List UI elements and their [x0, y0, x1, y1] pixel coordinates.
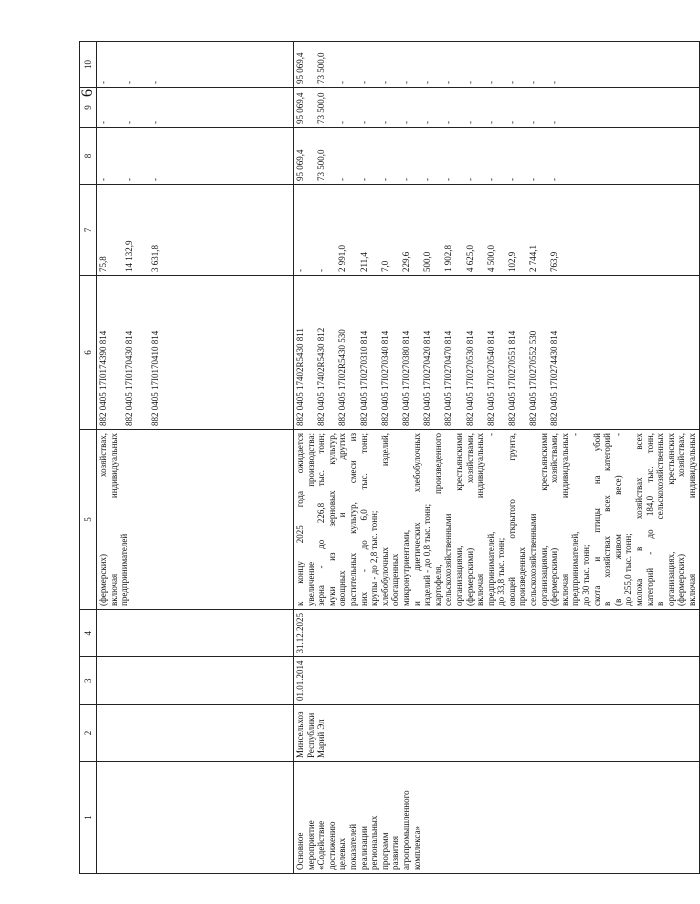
text-line: программ	[379, 832, 390, 870]
budget-code: 882 0405 17I0170430 814	[124, 330, 134, 426]
column-number: 1	[80, 762, 97, 874]
budget-code: 882 0405 17I0270470 814	[443, 330, 454, 426]
text-line: овощных и других	[337, 433, 348, 606]
value: -	[528, 178, 539, 181]
value: -	[443, 178, 454, 181]
column-number: 9	[80, 88, 97, 128]
value: -	[528, 81, 539, 84]
text-line: (фермерскими) хозяйствами,	[464, 433, 475, 606]
cell-col8	[97, 128, 294, 185]
value: -	[549, 121, 560, 124]
value: -	[464, 81, 475, 84]
cell-col8	[294, 128, 700, 185]
column-number: 6	[80, 276, 97, 430]
value: -	[485, 121, 496, 124]
text-line: Минсельхоз	[295, 711, 305, 758]
text-line: сельскохозяйственными	[528, 513, 539, 606]
budget-code: 882 0405 17402R5430 812	[316, 327, 327, 426]
value: -	[358, 178, 369, 181]
value: -	[443, 121, 454, 124]
value: 102,9	[506, 251, 517, 272]
cell-event	[97, 762, 294, 874]
value: 1 902,8	[443, 245, 454, 272]
value: -	[124, 178, 134, 181]
budget-code: 882 0405 17I0270551 814	[506, 330, 517, 426]
value: 95 069,4	[295, 92, 305, 124]
text-line: изделий - до 0,8 тыс. тонн;	[422, 503, 433, 606]
cell-start-date	[97, 657, 294, 705]
value: -	[422, 81, 433, 84]
budget-code-list	[98, 279, 176, 426]
value: 2 991,0	[337, 245, 348, 272]
cell-expected-result	[97, 430, 294, 610]
column-number: 2	[80, 705, 97, 762]
text-line: зерна - до 226,8 тыс. тонн;	[316, 433, 327, 606]
text-line: включая индивидуальных	[475, 433, 486, 606]
cell-end-date: 31.12.2025	[294, 610, 700, 658]
text-line: развития	[390, 835, 401, 870]
text-line: хлебобулочных изделий,	[379, 433, 390, 606]
value: 7,0	[379, 260, 390, 272]
expected-result-text	[295, 433, 698, 606]
column-number: 3	[80, 657, 97, 705]
column-number-row	[80, 42, 97, 874]
value: -	[150, 121, 160, 124]
text-line: включая индивидуальных	[559, 433, 570, 606]
cell-budget-codes	[97, 276, 294, 430]
value: 211,4	[358, 252, 369, 272]
value: 4 625,0	[464, 245, 475, 272]
budget-code: 882 0405 17I0170410 814	[150, 330, 160, 426]
value: -	[443, 81, 454, 84]
value: -	[506, 81, 517, 84]
value: -	[150, 178, 160, 181]
value: 2 744,1	[528, 245, 539, 272]
text-line: целевых	[337, 837, 348, 870]
column-number: 10	[80, 42, 97, 88]
value: -	[379, 121, 390, 124]
text-line: крупы - до 2,8 тыс. тонн;	[369, 510, 380, 606]
text-line: (фермерскими) хозяйствами,	[549, 433, 560, 606]
text-line: молока в хозяйствах всех	[634, 433, 644, 606]
text-line: включая индивидуальных	[686, 433, 697, 606]
value: -	[485, 178, 496, 181]
value: -	[316, 269, 327, 272]
text-line: комплекса»	[411, 826, 422, 870]
value: -	[98, 81, 108, 84]
event-title	[295, 765, 422, 870]
text-line: в сельскохозяйственных	[655, 433, 666, 606]
value: 4 500,0	[485, 245, 496, 272]
text-line: категорий - до 184,0 тыс. тонн,	[644, 433, 655, 606]
value: -	[98, 121, 108, 124]
text-line: скота и птицы на убой	[591, 433, 602, 606]
text-line: растительных культур, смеси из	[347, 433, 358, 606]
value: -	[528, 121, 539, 124]
page-number: 6	[79, 89, 96, 97]
text-line: Марий Эл	[316, 719, 327, 758]
table-row-main	[294, 42, 700, 874]
budget-code: 882 0405 17402R5430 811	[295, 328, 305, 426]
budget-code: 882 0405 17I0270530 814	[464, 330, 475, 426]
value: -	[98, 178, 108, 181]
budget-code: 882 0405 17I02R5430 530	[337, 329, 348, 426]
text-line: до 30 тыс. тонн;	[581, 544, 592, 606]
cell-executor	[97, 705, 294, 762]
value: -	[400, 121, 411, 124]
value: -	[337, 178, 348, 181]
cell-col9	[97, 88, 294, 128]
value: -	[337, 121, 348, 124]
text-line: овощей открытого грунта,	[506, 433, 517, 606]
value: -	[337, 81, 348, 84]
value: -	[464, 178, 475, 181]
column-number: 5	[80, 430, 97, 610]
value: -	[358, 121, 369, 124]
text-line: организациями, крестьянскими	[453, 433, 464, 606]
value: -	[506, 121, 517, 124]
text-line: сельскохозяйственными	[443, 513, 454, 606]
text-line: показателей	[347, 823, 358, 870]
text-line: до 255,0 тыс. тонн;	[623, 533, 634, 606]
text-line: и диетических хлебобулочных	[411, 433, 422, 606]
text-line: (фермерских) хозяйствах,	[98, 433, 108, 606]
text-line: микронутриентами,	[400, 529, 411, 606]
column-number: 4	[80, 610, 97, 658]
value: 73 500,0	[316, 92, 327, 124]
value: 3 631,8	[150, 245, 160, 272]
value: -	[124, 121, 134, 124]
budget-code: 882 0405 17I0270340 814	[379, 330, 390, 426]
text-line: (в живом весе) -	[612, 433, 623, 606]
budget-code: 882 0405 17I0270310 814	[358, 330, 369, 426]
text-line: предпринимателей	[119, 533, 130, 606]
value: 14 132,9	[124, 240, 134, 272]
program-table	[79, 41, 700, 874]
text-line: обогащенных	[390, 553, 401, 606]
value: -	[464, 121, 475, 124]
text-line: мероприятие	[305, 820, 316, 870]
text-line: увеличение производства:	[305, 433, 316, 606]
value: -	[400, 81, 411, 84]
text-line: к концу 2025 года ожидается	[295, 433, 305, 606]
value: 95 069,4	[295, 52, 305, 84]
value: -	[485, 81, 496, 84]
text-line: достижению	[326, 821, 337, 870]
value: 73 500,0	[316, 52, 327, 84]
cell-budget-codes	[294, 276, 700, 430]
cell-col10	[294, 42, 700, 88]
text-line: муки из зерновых культур,	[326, 433, 337, 606]
text-line: Основное	[295, 832, 305, 870]
cell-event	[294, 762, 700, 874]
cell-start-date: 01.01.2014	[294, 657, 700, 705]
text-line: агропромышленного	[400, 790, 411, 870]
text-line: организациями, крестьянскими	[538, 433, 549, 606]
value: -	[506, 178, 517, 181]
text-line: них - до 6,0 тыс. тонн;	[358, 433, 369, 606]
text-line: Республики	[305, 712, 316, 758]
cell-expected-result	[294, 430, 700, 610]
text-line: региональных	[369, 815, 380, 870]
text-line: картофеля, произведенного	[432, 433, 443, 606]
value: -	[124, 81, 134, 84]
text-line: произведенных	[517, 546, 528, 606]
budget-code: 882 0405 17I0270552 530	[528, 330, 539, 426]
budget-code: 882 0405 17I0174390 814	[98, 330, 108, 426]
text-line: предпринимателей, -	[485, 433, 496, 606]
budget-code-list	[295, 279, 570, 426]
column-number: 8	[80, 128, 97, 185]
value: -	[379, 81, 390, 84]
value: -	[422, 121, 433, 124]
text-line: реализации	[358, 826, 369, 870]
budget-code: 882 0405 17I0270380 814	[400, 330, 411, 426]
cell-col10	[97, 42, 294, 88]
text-line: организациях, крестьянских	[665, 433, 676, 606]
value: 763,9	[549, 251, 560, 272]
text-line: до 33,8 тыс. тонн;	[496, 537, 507, 606]
value: -	[379, 178, 390, 181]
budget-code: 882 0405 17I0270420 814	[422, 330, 433, 426]
text-line: (фермерских) хозяйствах,	[676, 433, 687, 606]
text-line: в хозяйствах всех категорий	[602, 433, 613, 606]
value: -	[549, 178, 560, 181]
expected-result-text	[98, 433, 130, 606]
text-line: включая индивидуальных	[108, 433, 119, 606]
executor-name	[295, 708, 327, 758]
value: 500,0	[422, 251, 433, 272]
value: -	[422, 178, 433, 181]
value: -	[400, 178, 411, 181]
text-line: предпринимателей, -	[570, 433, 581, 606]
value: -	[295, 269, 305, 272]
value: -	[150, 81, 160, 84]
cell-end-date	[97, 610, 294, 658]
value: 75,8	[98, 256, 108, 272]
value: -	[549, 81, 560, 84]
column-number: 7	[80, 185, 97, 276]
value: 73 500,0	[316, 149, 327, 181]
cell-col7	[97, 185, 294, 276]
value: 95 069,4	[295, 149, 305, 181]
cell-col9	[294, 88, 700, 128]
budget-code: 882 0405 17I0270540 814	[485, 330, 496, 426]
cell-executor	[294, 705, 700, 762]
table-row-upper	[97, 42, 294, 874]
text-line: «Содействие	[316, 820, 327, 870]
budget-code: 882 0405 17I0274430 814	[549, 330, 560, 426]
value: -	[358, 81, 369, 84]
value: 229,6	[400, 251, 411, 272]
cell-col7	[294, 185, 700, 276]
